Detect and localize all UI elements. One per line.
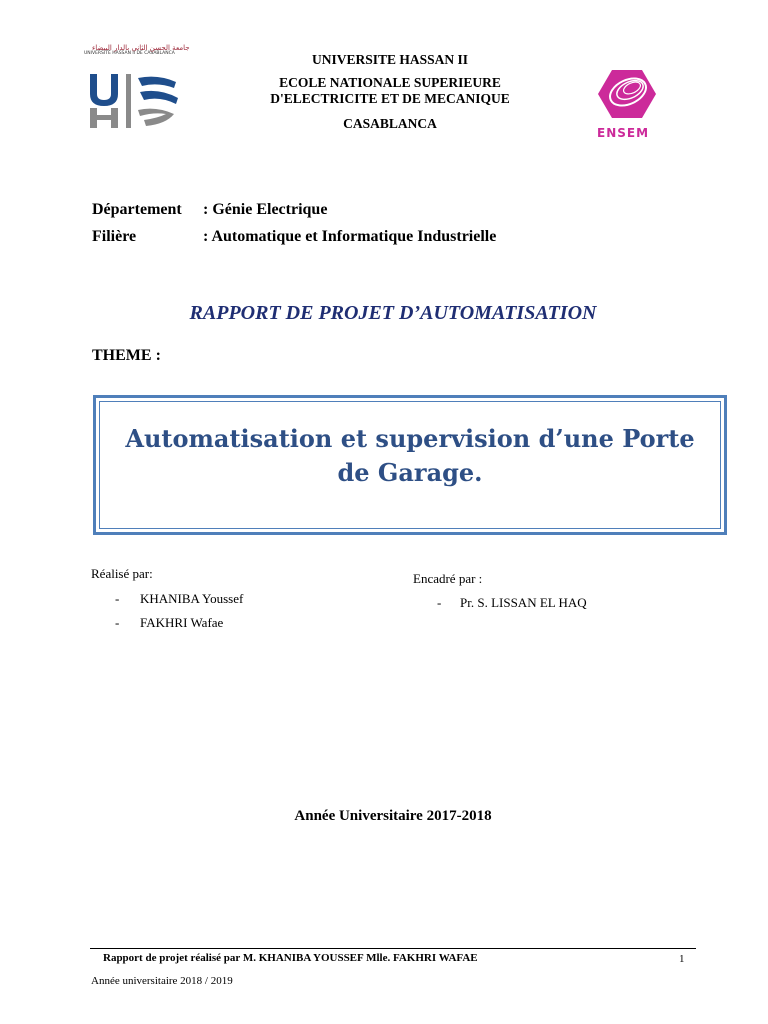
uh2c-logo-icon [82,44,184,130]
academic-year: Année Universitaire 2017-2018 [294,808,492,824]
report-title: RAPPORT DE PROJET D’AUTOMATISATION [189,302,597,324]
department-label: Département [92,201,182,218]
author-item: - FAKHRI Wafae [115,615,224,630]
logo-latin-text: UNIVERSITÉ HASSAN II DE CASABLANCA [84,51,175,56]
author-item: - KHANIBA Youssef [115,591,244,606]
theme-label: THEME : [92,347,161,364]
university-logo [82,44,190,130]
supervisor-name: Pr. S. LISSAN EL HAQ [460,595,587,610]
department-line [92,201,327,219]
author-name: FAKHRI Wafae [140,615,224,630]
footer-divider [90,948,696,949]
department-value: : Génie Electrique [203,201,328,218]
theme-title-line2: de Garage. [337,458,483,487]
realise-label: Réalisé par: [91,566,153,581]
author-name: KHANIBA Youssef [140,591,244,606]
university-name: UNIVERSITE HASSAN II [311,52,469,67]
ensem-logo-icon [592,68,672,128]
filiere-line [92,228,496,246]
theme-title-frame [93,395,727,535]
logo-arabic-text: جامعة الحسن الثاني بالدار البيضاء [92,44,190,52]
school-name-line1: ECOLE NATIONALE SUPERIEURE [279,75,501,90]
city-name: CASABLANCA [343,116,437,131]
footer-text: Rapport de projet réalisé par M. KHANIBA YOUSSEF Mlle. FAKHRI WAFAE [103,952,478,964]
encadre-label: Encadré par : [413,571,483,586]
footer-year: Année universitaire 2018 / 2019 [91,975,233,987]
theme-title [96,422,724,490]
filiere-value: : Automatique et Informatique Industrielle [203,228,497,245]
ensem-logo-text: ENSEM [597,126,650,140]
supervisor-item: - Pr. S. LISSAN EL HAQ [437,595,587,610]
ensem-logo [592,68,672,144]
page-number: 1 [679,953,685,965]
theme-title-line1: Automatisation et supervision d’une Porte [125,424,695,453]
filiere-label: Filière [92,228,137,245]
school-name-line2: D'ELECTRICITE ET DE MECANIQUE [270,91,510,106]
